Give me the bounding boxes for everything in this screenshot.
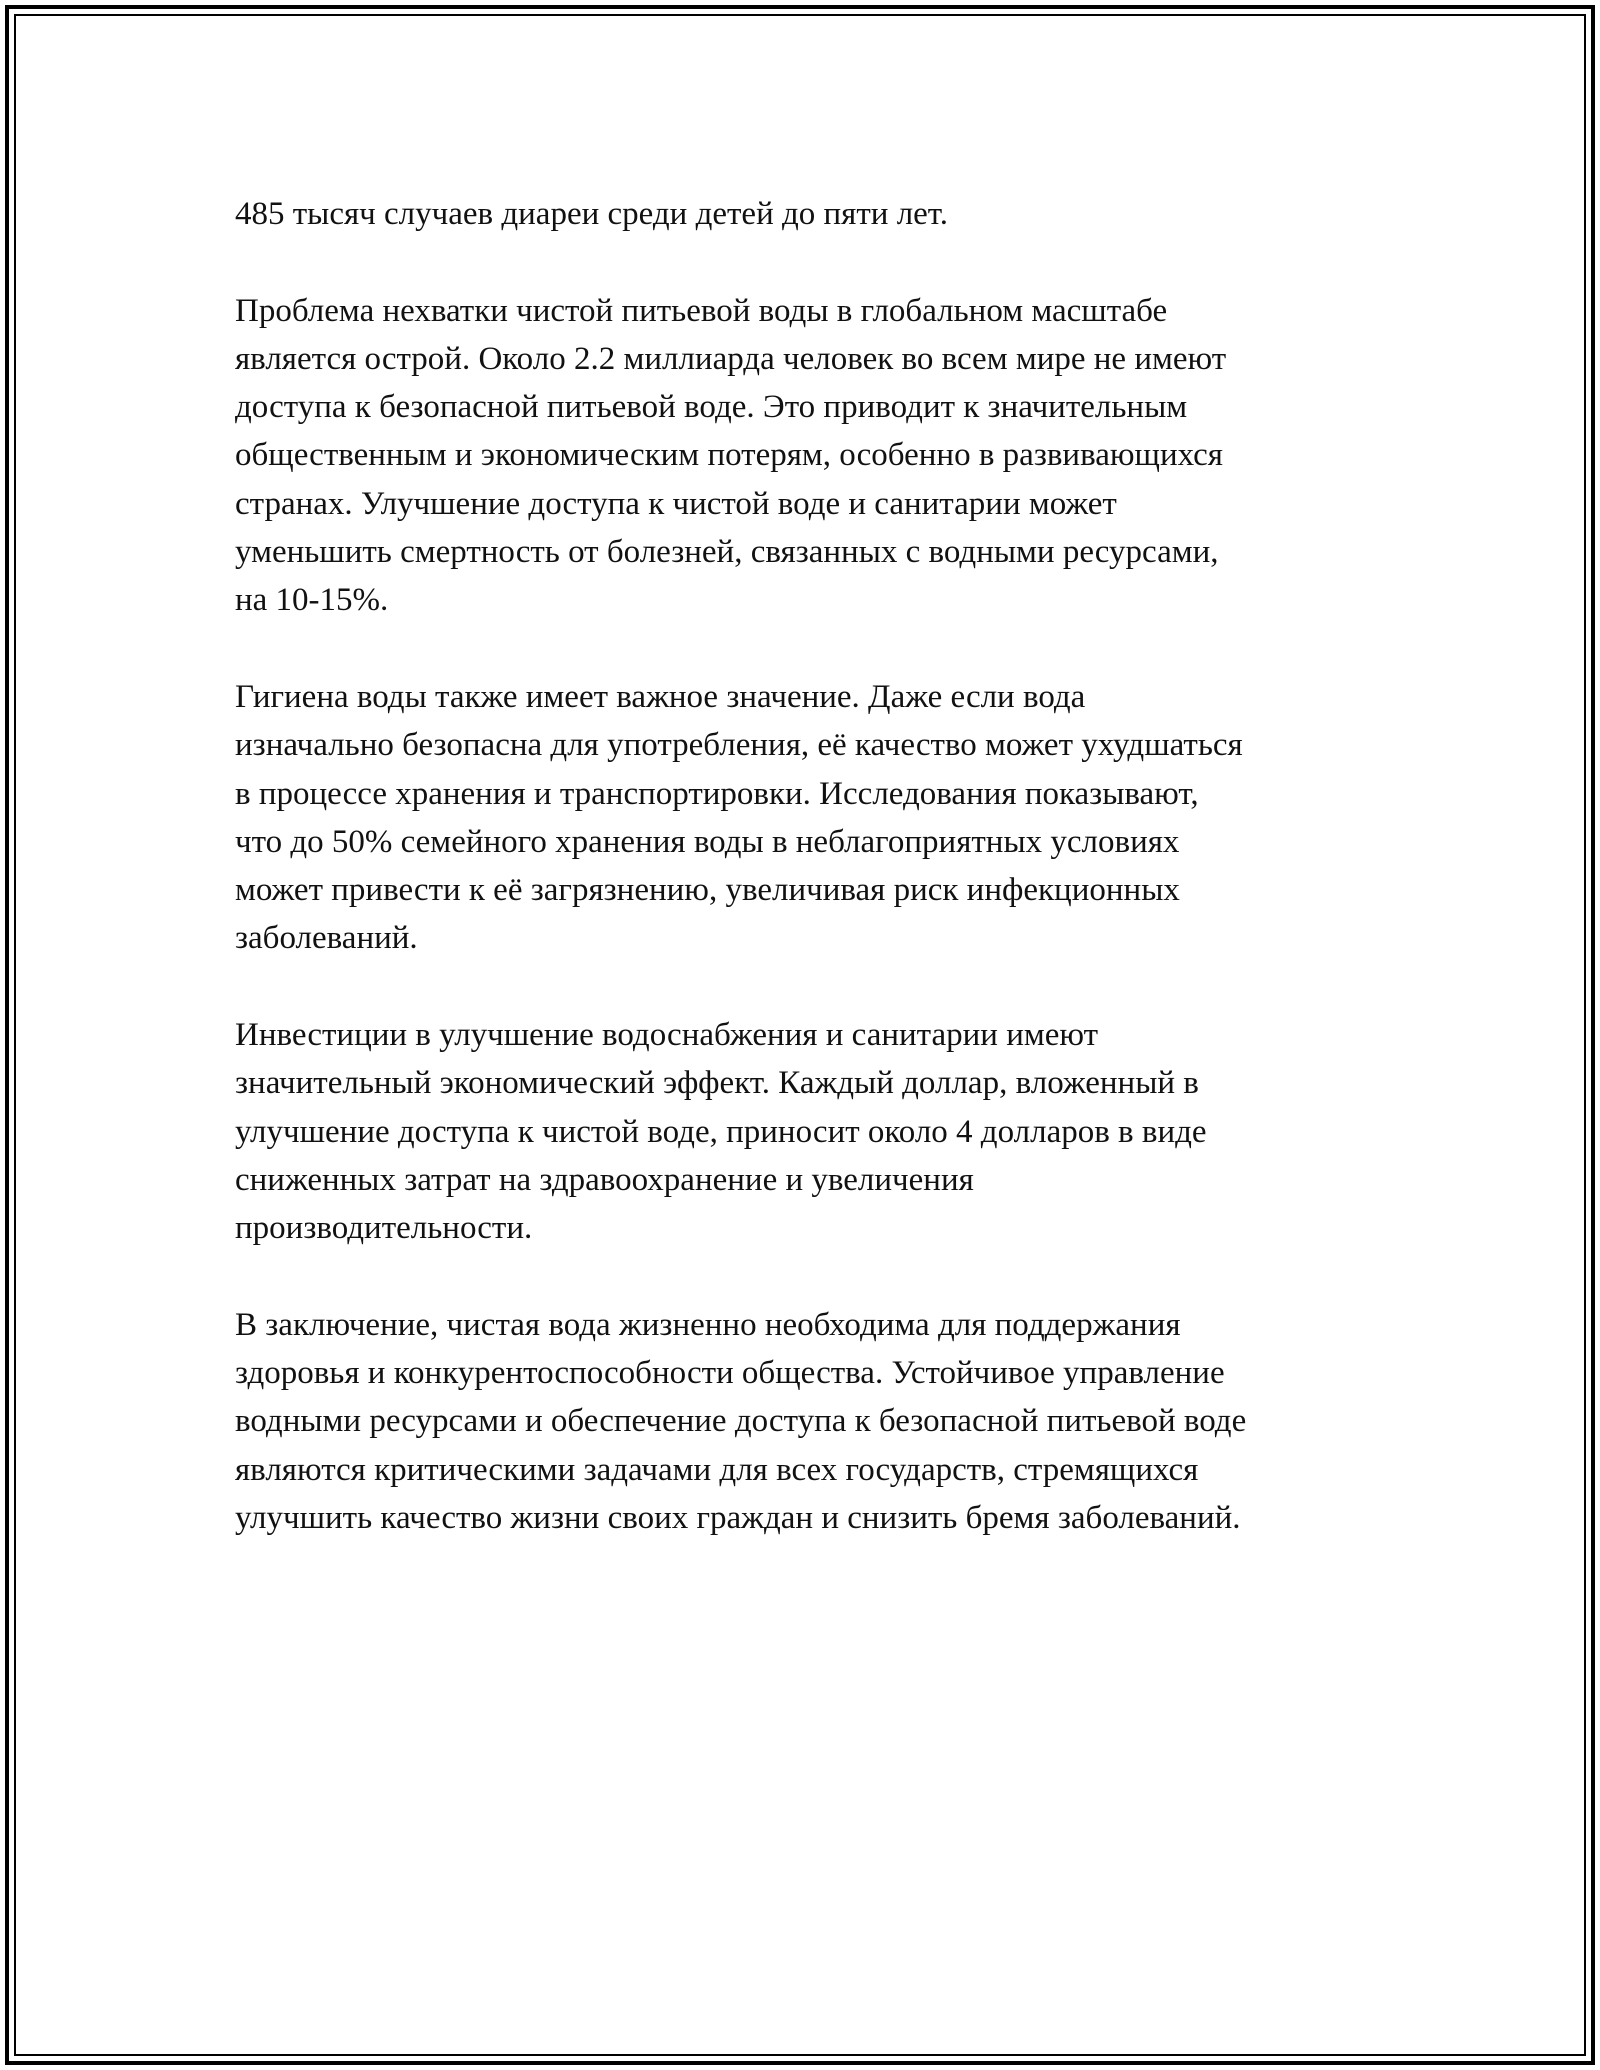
text-line: значительный экономический эффект. Каждый доллар, вложенный в: [235, 1065, 1199, 1102]
text-line: здоровья и конкурентоспособности общества. Устойчивое управление: [235, 1355, 1225, 1392]
text-line: являются критическими задачами для всех государств, стремящихся: [235, 1451, 1199, 1488]
text-line: что до 50% семейного хранения воды в неблагоприятных условиях: [235, 823, 1180, 860]
paragraph-investments: [235, 1011, 1395, 1252]
text-line: заболеваний.: [235, 920, 418, 957]
text-line: водными ресурсами и обеспечение доступа к безопасной питьевой воде: [235, 1403, 1247, 1440]
paragraph-conclusion: [235, 1301, 1395, 1542]
text-line: является острой. Около 2.2 миллиарда человек во всем мире не имеют: [235, 340, 1227, 377]
text-line: 485 тысяч случаев диареи среди детей до пяти лет.: [235, 196, 948, 232]
text-line: может привести к её загрязнению, увеличивая риск инфекционных: [235, 872, 1180, 909]
text-line: изначально безопасна для употребления, её качество может ухудшаться: [235, 727, 1243, 764]
text-line: странах. Улучшение доступа к чистой воде и санитарии может: [235, 485, 1117, 522]
text-line: Проблема нехватки чистой питьевой воды в глобальном масштабе: [235, 292, 1168, 329]
text-line: на 10-15%.: [235, 582, 389, 619]
text-line: производительности.: [235, 1210, 533, 1247]
text-line: в процессе хранения и транспортировки. Исследования показывают,: [235, 775, 1199, 812]
text-line: уменьшить смертность от болезней, связанных с водными ресурсами,: [235, 534, 1219, 571]
document-body: [235, 190, 1395, 1542]
text-line: сниженных затрат на здравоохранение и увеличения: [235, 1161, 974, 1198]
paragraph-water-shortage: [235, 287, 1395, 625]
text-line: Инвестиции в улучшение водоснабжения и санитарии имеют: [235, 1017, 1099, 1054]
paragraph-diarrhea-cases: [235, 190, 1395, 238]
text-line: улучшить качество жизни своих граждан и снизить бремя заболеваний.: [235, 1500, 1241, 1537]
text-line: доступа к безопасной питьевой воде. Это приводит к значительным: [235, 389, 1188, 426]
paragraph-water-hygiene: [235, 673, 1395, 963]
text-line: улучшение доступа к чистой воде, приносит около 4 долларов в виде: [235, 1113, 1207, 1150]
text-line: В заключение, чистая вода жизненно необходима для поддержания: [235, 1306, 1181, 1343]
text-line: общественным и экономическим потерям, особенно в развивающихся: [235, 437, 1223, 474]
text-line: Гигиена воды также имеет важное значение. Даже если вода: [235, 678, 1086, 715]
